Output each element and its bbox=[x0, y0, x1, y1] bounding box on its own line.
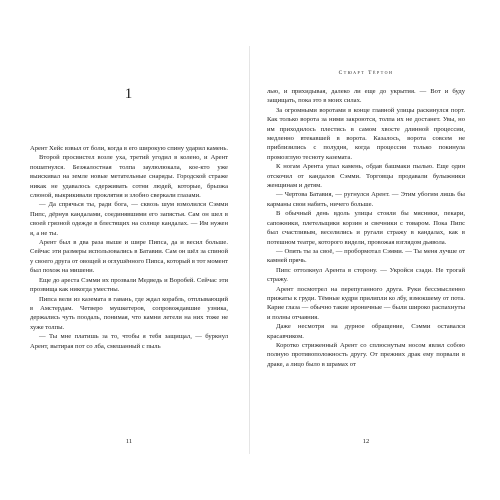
paragraph: В обычный день вдоль улицы стояли бы мясники, пекари, сапожники, плетельщики корзин и свечники с товаром. Пока Пипс был счастливым, веселились и ругали стражу в кандалах, как в потешном театре, которого видели, провожая взглядом дьявола. bbox=[267, 210, 465, 246]
paragraph: Пипс оттолкнул Арента в сторону. — Укройся сзади. Не трогай стражу. bbox=[267, 266, 465, 284]
left-page-text bbox=[30, 144, 228, 351]
paragraph: За огромными воротами в конце главной улицы раскинулся порт. Как только ворота за ними закроются, толпа их не достанет. Увы, но им приходилось плестись в самом хвосте длинной процессии, медленно втекавшей в ворота. Казалось, ворота совсем не приблизились с полудня, когда процессия только покинула промозглую тесноту каземата. bbox=[267, 106, 465, 161]
paragraph: Второй просвистел возле уха, третий угодил в колено, и Арент пошатнулся. Безжалостная толпа заулюлюкала, кое-кто уже выискивал на земле новые метательные снаряды. Городской страже никак не удавалось сдерживать сотни людей, которые, брызжа слюной, выкрикивали проклятия и злобно сверкали глазами. bbox=[30, 154, 228, 200]
chapter-number: 1 bbox=[124, 86, 134, 102]
page-number-right: 12 bbox=[362, 438, 370, 445]
running-head: Стюарт Тёртон bbox=[338, 70, 394, 76]
left-page bbox=[30, 50, 228, 450]
paragraph: лью, и прихидывая, далеко ли еще до укрытия. — Вот и буду защищать, пока это в моих силах. bbox=[267, 88, 465, 105]
paragraph: Пипса вели из каземата в гавань, где ждал корабль, отплывающий в Амстердам. Четверо мушкетеров, сопровождавшие узника, держались чуть поодаль, понимая, что камни летели на них тоже не хуже толпы. bbox=[30, 295, 228, 331]
paragraph: — Чертова Батавия, — ругнулся Арент. — Этим убогим лишь бы карманы свои набить, ничего больше. bbox=[267, 191, 465, 208]
paragraph: Арент был в два раза выше и шире Пипса, да и весил больше. Сейчас эти размеры использовались в Батавии. Сам он шёл за спиной у своего друга от овощей и оглушённого Пипса, который в тот момент был похож на мишени. bbox=[30, 239, 229, 275]
paragraph: Коротко стриженный Арент со сплюснутым носом являл собою полную противоположность другу. От прежних драк ему порвали в драке, а лицо было в шрамах от bbox=[267, 341, 465, 368]
paragraph: Арент посмотрел на перепуганного друга. Руки бессмысленно прижаты к груди. Тёмные кудри прилипли ко лбу, взмокшему от пота. Карие глаза — обычно такие ироничные — были широко распахнуты и полны отчаяния. bbox=[267, 285, 465, 321]
paragraph: — Да спрячься ты, ради бога, — сквозь шум взмолился Сэмми Пипс, дёрнув кандалами, соединявшими его запястья. Сам он шел в своей грязной одежде в блестящих на солнце кандалах. — Им нужен я, а не ты. bbox=[30, 201, 228, 237]
book-gutter bbox=[249, 46, 250, 454]
page-number-left: 11 bbox=[125, 438, 133, 445]
paragraph: Даже несмотря на дурное обращение, Сэмми оставался красавчиком. bbox=[267, 323, 465, 340]
paragraph: — Ты мне платишь за то, чтобы я тебя защищал, — буркнул Арент, вытирая пот со лба, смешанный с пыль bbox=[30, 333, 228, 350]
paragraph: Еще до ареста Сэмми их прозвали Медведь и Воробей. Сейчас эти прозвища как никогда уместны. bbox=[30, 276, 228, 294]
right-page-text bbox=[267, 87, 465, 369]
right-page bbox=[267, 50, 465, 450]
paragraph: К ногам Арента упал камень, обдав башмаки пылью. Еще один отскочил от кандалов Сэмми. Торговцы продавали булыжники женщинам и детям. bbox=[267, 163, 465, 190]
paragraph: Арент Хейс взвыл от боли, когда в его широкую спину ударил камень. bbox=[30, 145, 228, 152]
paragraph: — Опять ты за своё, — пробормотал Сэмми. — Ты меня лучше от камней прячь. bbox=[267, 247, 465, 265]
